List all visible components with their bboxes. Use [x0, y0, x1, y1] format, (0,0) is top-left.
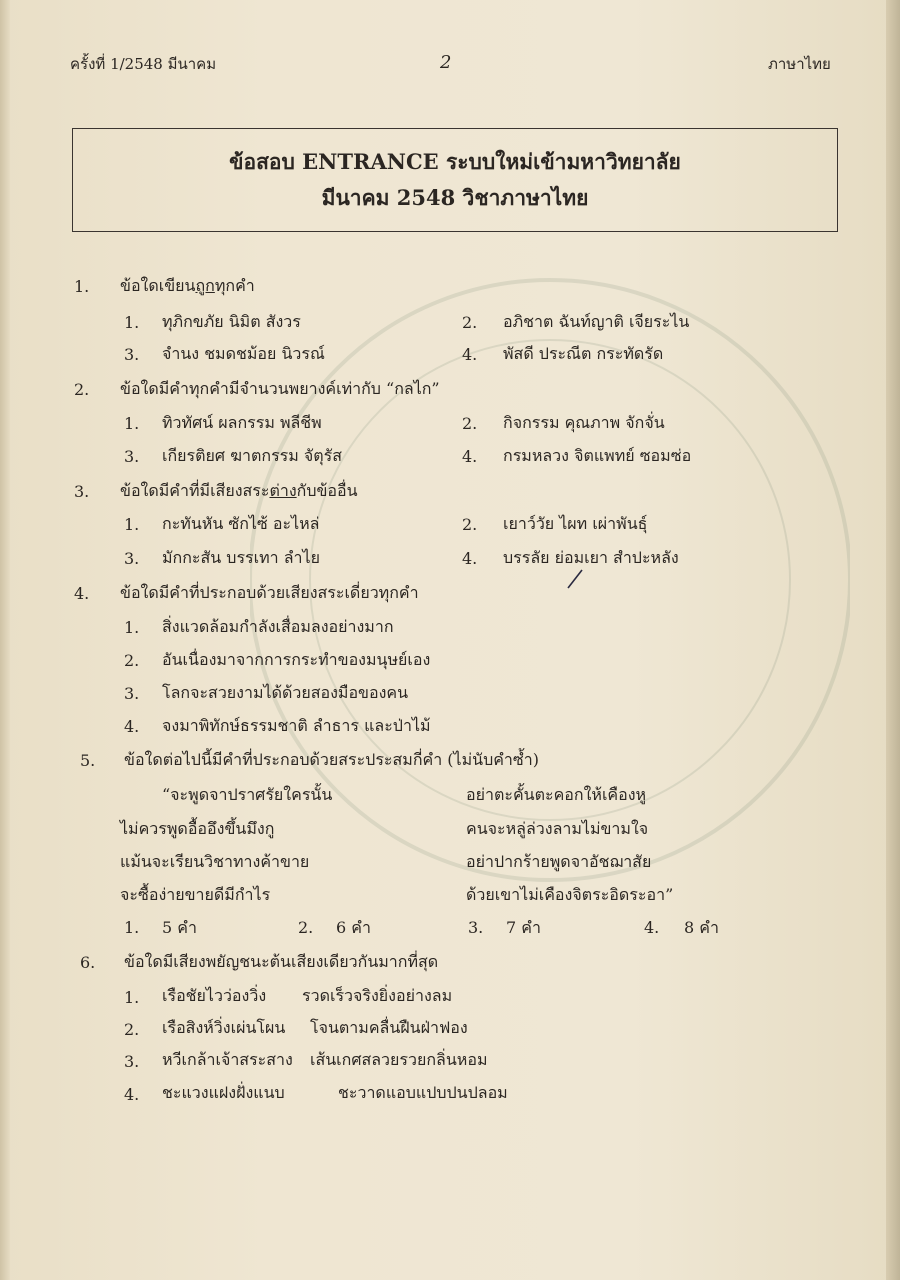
- q4-opt3-text: โลกจะสวยงามได้ด้วยสองมือของคน: [162, 683, 409, 702]
- q1-opt3-number: 3.: [124, 345, 140, 364]
- q5-text: ข้อใดต่อไปนี้มีคำที่ประกอบด้วยสระประสมกี่คำ (ไม่นับคำซ้ำ): [124, 750, 539, 769]
- exam-session-label: ครั้งที่ 1/2548 มีนาคม: [70, 55, 217, 73]
- q6-number: 6.: [80, 953, 96, 972]
- q3-opt4-text: บรรลัย ย่อมเยา สำปะหลัง: [503, 548, 679, 567]
- q6-opt4-part-a: ชะแวงแฝงฝั่งแนบ: [162, 1083, 285, 1102]
- pencil-tick-mark: [566, 566, 586, 590]
- q6-opt3-number: 3.: [124, 1052, 140, 1071]
- q5-opt4-number: 4.: [644, 918, 660, 937]
- q4-opt1-text: สิ่งแวดล้อมกำลังเสื่อมลงอย่างมาก: [162, 617, 394, 636]
- q2-number: 2.: [74, 380, 90, 399]
- q4-opt1-number: 1.: [124, 618, 140, 637]
- q1-opt2-number: 2.: [462, 313, 478, 332]
- q6-opt2-part-a: เรือสิงห์วิ่งเผ่นโผน: [162, 1018, 286, 1037]
- q1-opt3-text: จำนง ชมดชม้อย นิวรณ์: [162, 344, 325, 363]
- q1-opt2-text: อภิชาต ฉันท์ญาติ เจียระไน: [503, 312, 690, 331]
- q5-opt1-number: 1.: [124, 918, 140, 937]
- q2-opt1-text: ทิวทัศน์ ผลกรรม พลีชีพ: [162, 413, 322, 432]
- q1-number: 1.: [74, 277, 90, 296]
- q2-opt3-number: 3.: [124, 447, 140, 466]
- q5-opt2-number: 2.: [298, 918, 314, 937]
- q4-opt3-number: 3.: [124, 684, 140, 703]
- q6-opt4-part-b: ชะวาดแอบแปบปนปลอม: [338, 1083, 508, 1102]
- subject-label: ภาษาไทย: [768, 55, 831, 73]
- q2-opt4-text: กรมหลวง จิตแพทย์ ซอมซ่อ: [503, 446, 692, 465]
- q2-opt1-number: 1.: [124, 414, 140, 433]
- q5-poem-line-2-left: ไม่ควรพูดอื้ออึงขึ้นมึงกู: [120, 819, 275, 838]
- title-line-2: มีนาคม 2548 วิชาภาษาไทย: [321, 185, 589, 210]
- q6-opt3-part-a: หวีเกล้าเจ้าสระสาง: [162, 1050, 293, 1069]
- q5-opt3-number: 3.: [468, 918, 484, 937]
- q3-opt2-text: เยาว์วัย ไผท เผ่าพันธุ์: [503, 514, 648, 533]
- q3-number: 3.: [74, 482, 90, 501]
- q2-opt3-text: เกียรติยศ ฆาตกรรม จัตุรัส: [162, 446, 343, 465]
- q6-text: ข้อใดมีเสียงพยัญชนะต้นเสียงเดียวกันมากที่สุด: [124, 952, 439, 971]
- q3-opt3-text: มักกะสัน บรรเทา ลำไย: [162, 548, 320, 567]
- q5-poem-line-2-right: คนจะหลู่ล่วงลามไม่ขามใจ: [466, 819, 649, 838]
- q5-poem-line-1-left: “จะพูดจาปราศรัยใครนั้น: [162, 785, 333, 804]
- q1-text: ข้อใดเขียนถูกทุกคำ: [120, 276, 255, 295]
- q4-opt4-text: จงมาพิทักษ์ธรรมชาติ ลำธาร และป่าไม้: [162, 716, 431, 735]
- q3-opt4-number: 4.: [462, 549, 478, 568]
- q5-opt1-text: 5 คำ: [162, 918, 197, 937]
- q1-opt1-number: 1.: [124, 313, 140, 332]
- q1-opt4-number: 4.: [462, 345, 478, 364]
- q5-poem-line-4-left: จะซื้อง่ายขายดีมีกำไร: [120, 885, 271, 904]
- q4-text: ข้อใดมีคำที่ประกอบด้วยเสียงสระเดี่ยวทุกคำ: [120, 583, 419, 602]
- q3-text: ข้อใดมีคำที่มีเสียงสระต่างกับข้ออื่น: [120, 481, 358, 500]
- q6-opt2-number: 2.: [124, 1020, 140, 1039]
- q6-opt2-part-b: โจนตามคลื่นฝืนฝ่าฟอง: [310, 1018, 468, 1037]
- q5-opt2-text: 6 คำ: [336, 918, 371, 937]
- title-box: [72, 128, 838, 232]
- q3-opt1-text: กะทันหัน ซักไซ้ อะไหล่: [162, 514, 320, 533]
- q2-opt4-number: 4.: [462, 447, 478, 466]
- title-line-1: ข้อสอบ ENTRANCE ระบบใหม่เข้ามหาวิทยาลัย: [229, 149, 681, 174]
- q4-opt2-number: 2.: [124, 651, 140, 670]
- q4-opt4-number: 4.: [124, 717, 140, 736]
- q5-opt3-text: 7 คำ: [506, 918, 541, 937]
- q3-opt2-number: 2.: [462, 515, 478, 534]
- q2-opt2-number: 2.: [462, 414, 478, 433]
- q5-poem-line-4-right: ด้วยเขาไม่เคืองจิตระอิดระอา”: [466, 885, 674, 904]
- q5-number: 5.: [80, 751, 96, 770]
- q6-opt1-part-b: รวดเร็วจริงยิ่งอย่างลม: [302, 986, 453, 1005]
- page-number: 2: [440, 52, 452, 73]
- q3-opt3-number: 3.: [124, 549, 140, 568]
- q3-opt1-number: 1.: [124, 515, 140, 534]
- page-left-edge: [0, 0, 10, 1280]
- q2-opt2-text: กิจกรรม คุณภาพ จักจั่น: [503, 413, 665, 432]
- q5-opt4-text: 8 คำ: [684, 918, 719, 937]
- q1-opt1-text: ทุภิกขภัย นิมิต สังวร: [162, 312, 301, 331]
- q1-opt4-text: พัสดี ประณีต กระทัดรัด: [503, 344, 664, 363]
- page-right-edge: [886, 0, 900, 1280]
- q6-opt1-part-a: เรือชัยไวว่องวิ่ง: [162, 986, 267, 1005]
- q6-opt1-number: 1.: [124, 988, 140, 1007]
- q2-text: ข้อใดมีคำทุกคำมีจำนวนพยางค์เท่ากับ “กลไก”: [120, 379, 440, 398]
- q4-opt2-text: อันเนื่องมาจากการกระทำของมนุษย์เอง: [162, 650, 431, 669]
- q5-poem-line-3-right: อย่าปากร้ายพูดจาอัชฌาสัย: [466, 852, 652, 871]
- q6-opt4-number: 4.: [124, 1085, 140, 1104]
- q5-poem-line-1-right: อย่าตะคั้นตะคอกให้เคืองหู: [466, 785, 647, 804]
- q5-poem-line-3-left: แม้นจะเรียนวิชาทางค้าขาย: [120, 852, 310, 871]
- q4-number: 4.: [74, 584, 90, 603]
- q6-opt3-part-b: เส้นเกศสลวยรวยกลิ่นหอม: [310, 1050, 488, 1069]
